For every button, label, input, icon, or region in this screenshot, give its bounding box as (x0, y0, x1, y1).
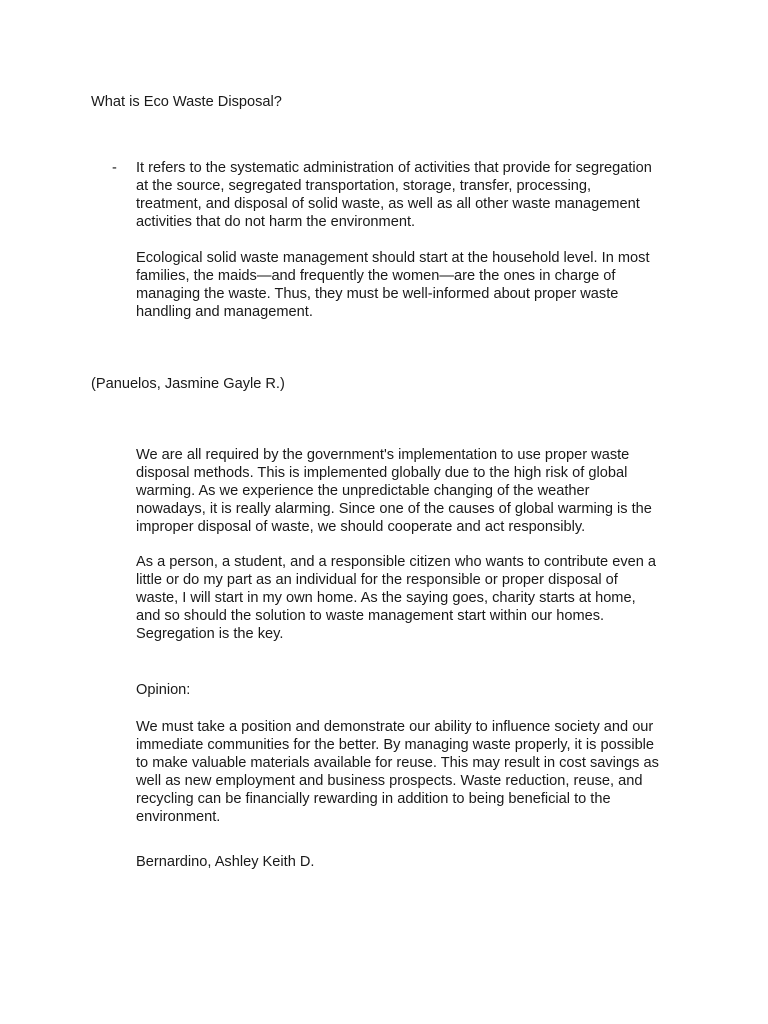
definition-paragraph: It refers to the systematic administration of activities that provide for segregation at the source, segregated transportation, storage, transfer, processing, treatment, and disposal of solid waste, as well as all other waste management activities that do not harm the environment. (136, 160, 652, 230)
opinion-label: Opinion: (136, 682, 191, 698)
author-credit-2: Bernardino, Ashley Keith D. (136, 854, 315, 870)
author-credit-1: (Panuelos, Jasmine Gayle R.) (91, 376, 285, 392)
page-title: What is Eco Waste Disposal? (91, 94, 282, 110)
opinion-paragraph: We must take a position and demonstrate our ability to influence society and our immediate communities for the better. By managing waste properly, it is possible to make valuable materials available for reuse. This may result in cost savings as well as new employment and business prospects. Waste reduction, reuse, and recycling can be financially rewarding in addition to being beneficial to the environment. (136, 719, 659, 825)
citizen-paragraph: As a person, a student, and a responsible citizen who wants to contribute even a little or do my part as an individual for the responsible or proper disposal of waste, I will start in my own home. As the saying goes, charity starts at home, and so should the solution to waste management start within our homes. Segregation is the key. (136, 554, 657, 642)
bullet-dash: - (112, 160, 117, 176)
government-paragraph: We are all required by the government's implementation to use proper waste disposal methods. This is implemented globally due to the high risk of global warming. As we experience the unpredictable changing of the weather nowadays, it is really alarming. Since one of the causes of global warming is the improper disposal of waste, we should cooperate and act responsibly. (136, 447, 652, 535)
household-paragraph: Ecological solid waste management should start at the household level. In most families, the maids—and frequently the women—are the ones in charge of managing the waste. Thus, they must be well-informed about proper waste handling and management. (136, 250, 650, 320)
